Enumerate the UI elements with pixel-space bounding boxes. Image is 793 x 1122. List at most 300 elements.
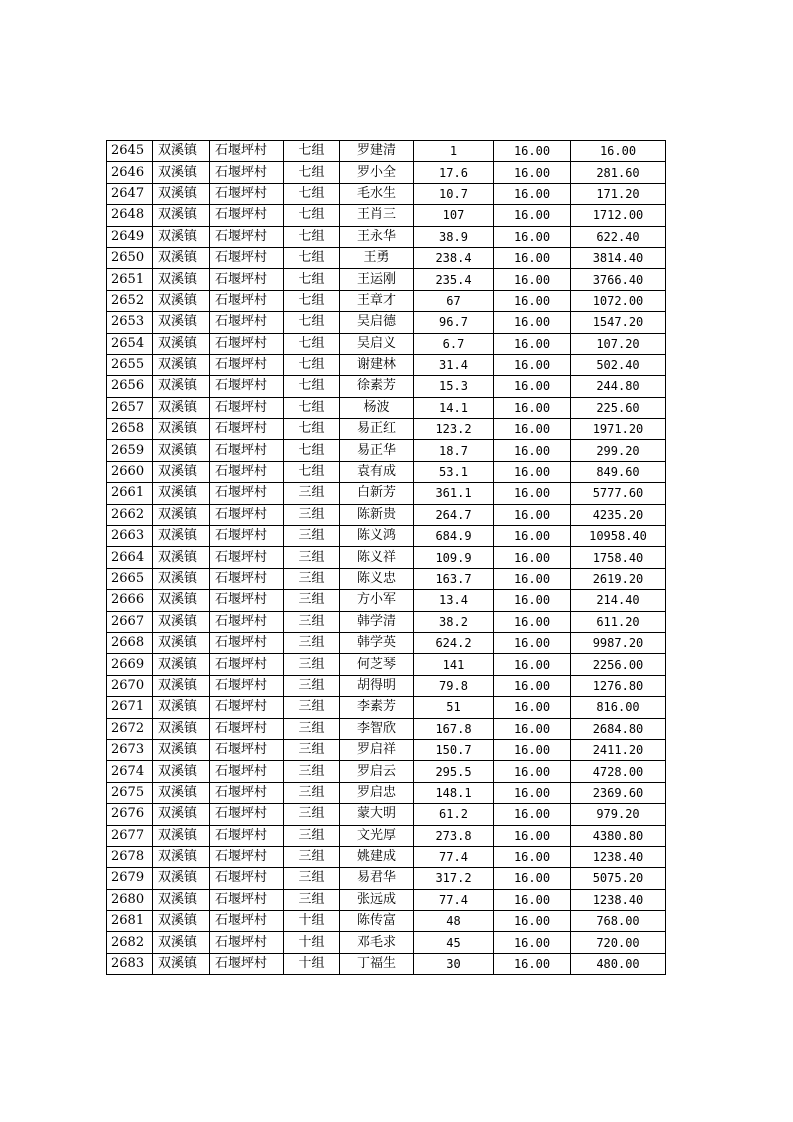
row-number-cell: 2650 [107,247,153,268]
group-cell: 三组 [284,804,340,825]
amount-cell: 171.20 [571,183,666,204]
table-row [107,247,666,268]
quantity-cell: 109.9 [414,547,494,568]
row-number-cell: 2662 [107,504,153,525]
town-cell: 双溪镇 [153,419,210,440]
name-cell: 丁福生 [340,953,414,974]
unit-price-cell: 16.00 [494,440,571,461]
group-cell: 三组 [284,825,340,846]
town-cell: 双溪镇 [153,312,210,333]
table-row [107,718,666,739]
table-row [107,226,666,247]
amount-cell: 2684.80 [571,718,666,739]
table-row [107,183,666,204]
unit-price-cell: 16.00 [494,654,571,675]
quantity-cell: 79.8 [414,675,494,696]
village-cell: 石堰坪村 [210,162,284,183]
name-cell: 文光厚 [340,825,414,846]
village-cell: 石堰坪村 [210,483,284,504]
town-cell: 双溪镇 [153,611,210,632]
name-cell: 罗启祥 [340,739,414,760]
village-cell: 石堰坪村 [210,312,284,333]
amount-cell: 1758.40 [571,547,666,568]
name-cell: 易君华 [340,868,414,889]
row-number-cell: 2678 [107,846,153,867]
quantity-cell: 77.4 [414,889,494,910]
group-cell: 三组 [284,547,340,568]
town-cell: 双溪镇 [153,953,210,974]
name-cell: 韩学清 [340,611,414,632]
group-cell: 七组 [284,269,340,290]
quantity-cell: 295.5 [414,761,494,782]
unit-price-cell: 16.00 [494,226,571,247]
row-number-cell: 2670 [107,675,153,696]
unit-price-cell: 16.00 [494,846,571,867]
town-cell: 双溪镇 [153,269,210,290]
village-cell: 石堰坪村 [210,868,284,889]
town-cell: 双溪镇 [153,205,210,226]
name-cell: 姚建成 [340,846,414,867]
unit-price-cell: 16.00 [494,697,571,718]
table-row [107,675,666,696]
group-cell: 三组 [284,590,340,611]
row-number-cell: 2681 [107,911,153,932]
name-cell: 王勇 [340,247,414,268]
unit-price-cell: 16.00 [494,504,571,525]
town-cell: 双溪镇 [153,889,210,910]
amount-cell: 1072.00 [571,290,666,311]
town-cell: 双溪镇 [153,547,210,568]
group-cell: 七组 [284,354,340,375]
group-cell: 三组 [284,654,340,675]
town-cell: 双溪镇 [153,226,210,247]
name-cell: 吴启德 [340,312,414,333]
unit-price-cell: 16.00 [494,333,571,354]
amount-cell: 107.20 [571,333,666,354]
quantity-cell: 30 [414,953,494,974]
row-number-cell: 2656 [107,376,153,397]
row-number-cell: 2669 [107,654,153,675]
amount-cell: 2411.20 [571,739,666,760]
quantity-cell: 167.8 [414,718,494,739]
group-cell: 七组 [284,205,340,226]
row-number-cell: 2666 [107,590,153,611]
row-number-cell: 2676 [107,804,153,825]
quantity-cell: 18.7 [414,440,494,461]
row-number-cell: 2646 [107,162,153,183]
name-cell: 吴启义 [340,333,414,354]
table-row [107,590,666,611]
group-cell: 十组 [284,911,340,932]
quantity-cell: 107 [414,205,494,226]
group-cell: 三组 [284,846,340,867]
unit-price-cell: 16.00 [494,354,571,375]
quantity-cell: 6.7 [414,333,494,354]
village-cell: 石堰坪村 [210,183,284,204]
group-cell: 七组 [284,141,340,162]
unit-price-cell: 16.00 [494,312,571,333]
quantity-cell: 51 [414,697,494,718]
name-cell: 王运刚 [340,269,414,290]
table-row [107,397,666,418]
town-cell: 双溪镇 [153,697,210,718]
quantity-cell: 45 [414,932,494,953]
town-cell: 双溪镇 [153,354,210,375]
table-row [107,504,666,525]
town-cell: 双溪镇 [153,590,210,611]
unit-price-cell: 16.00 [494,782,571,803]
row-number-cell: 2649 [107,226,153,247]
unit-price-cell: 16.00 [494,183,571,204]
group-cell: 三组 [284,568,340,589]
row-number-cell: 2645 [107,141,153,162]
table-row [107,697,666,718]
unit-price-cell: 16.00 [494,141,571,162]
unit-price-cell: 16.00 [494,376,571,397]
amount-cell: 214.40 [571,590,666,611]
table-row [107,825,666,846]
quantity-cell: 53.1 [414,461,494,482]
village-cell: 石堰坪村 [210,889,284,910]
group-cell: 七组 [284,419,340,440]
unit-price-cell: 16.00 [494,932,571,953]
quantity-cell: 13.4 [414,590,494,611]
town-cell: 双溪镇 [153,504,210,525]
row-number-cell: 2668 [107,632,153,653]
table-row [107,611,666,632]
unit-price-cell: 16.00 [494,632,571,653]
town-cell: 双溪镇 [153,825,210,846]
table-row [107,205,666,226]
amount-cell: 299.20 [571,440,666,461]
town-cell: 双溪镇 [153,141,210,162]
table-row [107,312,666,333]
town-cell: 双溪镇 [153,632,210,653]
group-cell: 七组 [284,461,340,482]
amount-cell: 3814.40 [571,247,666,268]
unit-price-cell: 16.00 [494,761,571,782]
unit-price-cell: 16.00 [494,547,571,568]
quantity-cell: 317.2 [414,868,494,889]
quantity-cell: 123.2 [414,419,494,440]
name-cell: 罗建清 [340,141,414,162]
village-cell: 石堰坪村 [210,547,284,568]
town-cell: 双溪镇 [153,526,210,547]
town-cell: 双溪镇 [153,247,210,268]
quantity-cell: 10.7 [414,183,494,204]
village-cell: 石堰坪村 [210,504,284,525]
town-cell: 双溪镇 [153,675,210,696]
town-cell: 双溪镇 [153,654,210,675]
village-cell: 石堰坪村 [210,782,284,803]
row-number-cell: 2667 [107,611,153,632]
quantity-cell: 96.7 [414,312,494,333]
amount-cell: 244.80 [571,376,666,397]
unit-price-cell: 16.00 [494,162,571,183]
quantity-cell: 684.9 [414,526,494,547]
town-cell: 双溪镇 [153,868,210,889]
quantity-cell: 361.1 [414,483,494,504]
village-cell: 石堰坪村 [210,675,284,696]
name-cell: 何芝琴 [340,654,414,675]
village-cell: 石堰坪村 [210,354,284,375]
name-cell: 易正红 [340,419,414,440]
amount-cell: 1238.40 [571,889,666,910]
village-cell: 石堰坪村 [210,419,284,440]
quantity-cell: 17.6 [414,162,494,183]
quantity-cell: 14.1 [414,397,494,418]
quantity-cell: 1 [414,141,494,162]
group-cell: 三组 [284,483,340,504]
table-row [107,419,666,440]
group-cell: 七组 [284,440,340,461]
quantity-cell: 624.2 [414,632,494,653]
name-cell: 陈义祥 [340,547,414,568]
quantity-cell: 235.4 [414,269,494,290]
group-cell: 三组 [284,889,340,910]
quantity-cell: 238.4 [414,247,494,268]
quantity-cell: 141 [414,654,494,675]
row-number-cell: 2652 [107,290,153,311]
name-cell: 王章才 [340,290,414,311]
row-number-cell: 2657 [107,397,153,418]
quantity-cell: 31.4 [414,354,494,375]
village-cell: 石堰坪村 [210,376,284,397]
unit-price-cell: 16.00 [494,247,571,268]
table-row [107,804,666,825]
unit-price-cell: 16.00 [494,590,571,611]
town-cell: 双溪镇 [153,183,210,204]
name-cell: 蒙大明 [340,804,414,825]
unit-price-cell: 16.00 [494,568,571,589]
amount-cell: 4380.80 [571,825,666,846]
village-cell: 石堰坪村 [210,611,284,632]
table-row [107,483,666,504]
name-cell: 陈新贵 [340,504,414,525]
village-cell: 石堰坪村 [210,739,284,760]
row-number-cell: 2660 [107,461,153,482]
amount-cell: 768.00 [571,911,666,932]
amount-cell: 3766.40 [571,269,666,290]
row-number-cell: 2671 [107,697,153,718]
group-cell: 七组 [284,376,340,397]
quantity-cell: 38.2 [414,611,494,632]
group-cell: 三组 [284,697,340,718]
group-cell: 七组 [284,312,340,333]
table-row [107,269,666,290]
village-cell: 石堰坪村 [210,590,284,611]
row-number-cell: 2675 [107,782,153,803]
table-row [107,461,666,482]
amount-cell: 5075.20 [571,868,666,889]
unit-price-cell: 16.00 [494,889,571,910]
unit-price-cell: 16.00 [494,718,571,739]
group-cell: 三组 [284,761,340,782]
amount-cell: 979.20 [571,804,666,825]
town-cell: 双溪镇 [153,761,210,782]
group-cell: 七组 [284,247,340,268]
row-number-cell: 2673 [107,739,153,760]
group-cell: 三组 [284,718,340,739]
table-row [107,739,666,760]
quantity-cell: 150.7 [414,739,494,760]
table-row [107,953,666,974]
row-number-cell: 2664 [107,547,153,568]
amount-cell: 9987.20 [571,632,666,653]
name-cell: 张远成 [340,889,414,910]
name-cell: 毛水生 [340,183,414,204]
name-cell: 王永华 [340,226,414,247]
table-row [107,290,666,311]
table-row [107,376,666,397]
village-cell: 石堰坪村 [210,141,284,162]
name-cell: 袁有成 [340,461,414,482]
village-cell: 石堰坪村 [210,290,284,311]
town-cell: 双溪镇 [153,162,210,183]
amount-cell: 480.00 [571,953,666,974]
town-cell: 双溪镇 [153,397,210,418]
amount-cell: 10958.40 [571,526,666,547]
village-cell: 石堰坪村 [210,654,284,675]
amount-cell: 5777.60 [571,483,666,504]
unit-price-cell: 16.00 [494,911,571,932]
town-cell: 双溪镇 [153,461,210,482]
group-cell: 七组 [284,397,340,418]
group-cell: 十组 [284,953,340,974]
unit-price-cell: 16.00 [494,675,571,696]
table-row [107,141,666,162]
table-row [107,440,666,461]
amount-cell: 225.60 [571,397,666,418]
unit-price-cell: 16.00 [494,825,571,846]
group-cell: 十组 [284,932,340,953]
group-cell: 七组 [284,333,340,354]
village-cell: 石堰坪村 [210,932,284,953]
unit-price-cell: 16.00 [494,953,571,974]
quantity-cell: 15.3 [414,376,494,397]
town-cell: 双溪镇 [153,290,210,311]
row-number-cell: 2680 [107,889,153,910]
row-number-cell: 2674 [107,761,153,782]
table-row [107,932,666,953]
table-row [107,761,666,782]
amount-cell: 622.40 [571,226,666,247]
row-number-cell: 2654 [107,333,153,354]
name-cell: 白新芳 [340,483,414,504]
village-cell: 石堰坪村 [210,953,284,974]
name-cell: 徐素芳 [340,376,414,397]
quantity-cell: 273.8 [414,825,494,846]
unit-price-cell: 16.00 [494,205,571,226]
town-cell: 双溪镇 [153,911,210,932]
table-row [107,654,666,675]
name-cell: 罗启忠 [340,782,414,803]
quantity-cell: 38.9 [414,226,494,247]
amount-cell: 1712.00 [571,205,666,226]
name-cell: 王肖三 [340,205,414,226]
town-cell: 双溪镇 [153,333,210,354]
row-number-cell: 2659 [107,440,153,461]
town-cell: 双溪镇 [153,804,210,825]
quantity-cell: 48 [414,911,494,932]
town-cell: 双溪镇 [153,739,210,760]
group-cell: 七组 [284,226,340,247]
table-row [107,354,666,375]
village-cell: 石堰坪村 [210,440,284,461]
town-cell: 双溪镇 [153,440,210,461]
village-cell: 石堰坪村 [210,761,284,782]
group-cell: 三组 [284,675,340,696]
unit-price-cell: 16.00 [494,269,571,290]
unit-price-cell: 16.00 [494,483,571,504]
unit-price-cell: 16.00 [494,290,571,311]
row-number-cell: 2672 [107,718,153,739]
name-cell: 韩学英 [340,632,414,653]
group-cell: 三组 [284,504,340,525]
group-cell: 七组 [284,183,340,204]
table-row [107,632,666,653]
group-cell: 七组 [284,290,340,311]
table-row [107,868,666,889]
name-cell: 谢建林 [340,354,414,375]
amount-cell: 720.00 [571,932,666,953]
village-cell: 石堰坪村 [210,568,284,589]
quantity-cell: 61.2 [414,804,494,825]
amount-cell: 2619.20 [571,568,666,589]
village-cell: 石堰坪村 [210,697,284,718]
village-cell: 石堰坪村 [210,846,284,867]
quantity-cell: 148.1 [414,782,494,803]
row-number-cell: 2653 [107,312,153,333]
town-cell: 双溪镇 [153,718,210,739]
town-cell: 双溪镇 [153,846,210,867]
name-cell: 罗启云 [340,761,414,782]
group-cell: 七组 [284,162,340,183]
name-cell: 陈义忠 [340,568,414,589]
village-cell: 石堰坪村 [210,247,284,268]
unit-price-cell: 16.00 [494,419,571,440]
table-row [107,568,666,589]
amount-cell: 4728.00 [571,761,666,782]
village-cell: 石堰坪村 [210,397,284,418]
group-cell: 三组 [284,739,340,760]
group-cell: 三组 [284,632,340,653]
row-number-cell: 2661 [107,483,153,504]
village-cell: 石堰坪村 [210,632,284,653]
row-number-cell: 2663 [107,526,153,547]
quantity-cell: 264.7 [414,504,494,525]
group-cell: 三组 [284,611,340,632]
row-number-cell: 2658 [107,419,153,440]
unit-price-cell: 16.00 [494,804,571,825]
village-cell: 石堰坪村 [210,804,284,825]
amount-cell: 1276.80 [571,675,666,696]
amount-cell: 1547.20 [571,312,666,333]
table-row [107,889,666,910]
name-cell: 易正华 [340,440,414,461]
unit-price-cell: 16.00 [494,461,571,482]
table-row [107,526,666,547]
amount-cell: 1238.40 [571,846,666,867]
unit-price-cell: 16.00 [494,868,571,889]
table-row [107,333,666,354]
table-body [107,141,666,975]
amount-cell: 1971.20 [571,419,666,440]
name-cell: 罗小全 [340,162,414,183]
village-cell: 石堰坪村 [210,718,284,739]
name-cell: 李素芳 [340,697,414,718]
table-row [107,547,666,568]
